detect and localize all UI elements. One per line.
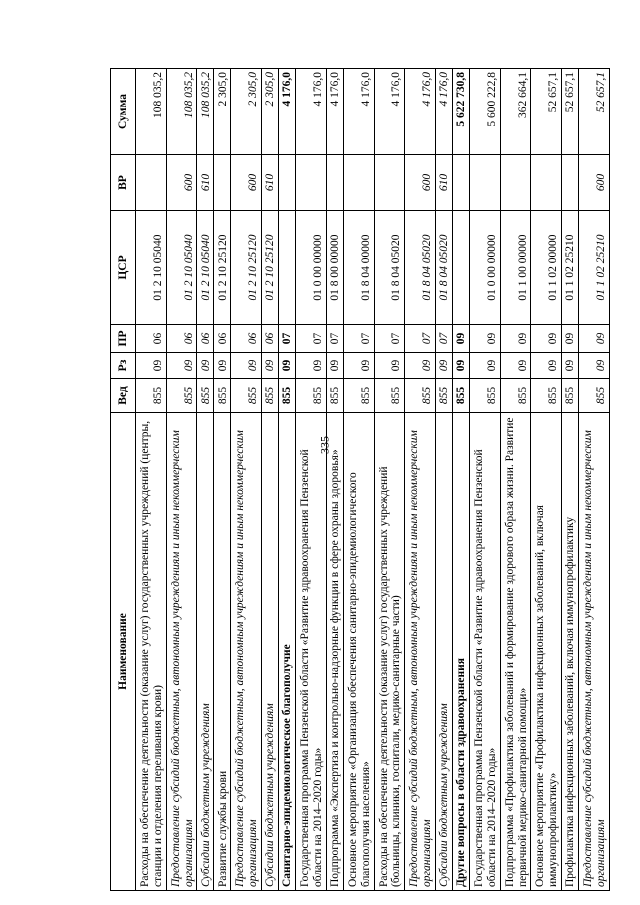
cell-ved: 855 [279,379,296,413]
cell-sum: 2 305,0 [262,69,279,155]
cell-vr: 610 [435,155,452,211]
table-row [562,69,579,891]
cell-name: Санитарно-эпидемиологическое благополучие [279,413,296,891]
cell-vr [500,155,531,211]
cell-sum: 108 035,2 [136,69,167,155]
cell-name: Расходы на обеспечение деятельности (оказание услуг) государственных учреждений (центры, станции и отделения переливания крови) [136,413,167,891]
cell-sum: 5 622 730,8 [452,69,469,155]
cell-ved: 855 [562,379,579,413]
budget-table [110,68,610,891]
cell-ved: 855 [166,379,197,413]
cell-sum: 4 176,0 [279,69,296,155]
table-row [279,69,296,891]
table-row [231,69,262,891]
cell-csr: 01 2 10 25120 [231,211,262,325]
table-body [136,69,610,891]
cell-name: Предоставление субсидий бюджетным, автономным учреждениям и иным некоммерческим организациям [579,413,610,891]
table-row [136,69,167,891]
cell-pr: 07 [405,325,436,353]
cell-csr: 01 2 10 05040 [197,211,214,325]
cell-rz: 09 [452,353,469,379]
cell-name: Основное мероприятие «Организация обеспечения санитарно-эпидемиологического благополучия населения» [343,413,374,891]
cell-pr: 09 [452,325,469,353]
table-row [166,69,197,891]
cell-name: Подпрограмма «Экспертиза и контрольно-надзорные функции в сфере охраны здоровья» [326,413,343,891]
cell-csr: 01 8 04 05020 [405,211,436,325]
page-number: 335 [317,436,332,454]
cell-csr: 01 2 10 05040 [166,211,197,325]
cell-sum: 4 176,0 [435,69,452,155]
cell-vr [531,155,562,211]
cell-ved: 855 [435,379,452,413]
cell-csr: 01 1 00 00000 [500,211,531,325]
cell-name: Подпрограмма «Профилактика заболеваний и формирование здорового образа жизни. Развитие первичной медико-санитарной помощи» [500,413,531,891]
cell-vr: 610 [262,155,279,211]
table-row [405,69,436,891]
cell-ved: 855 [500,379,531,413]
cell-csr: 01 8 04 05020 [374,211,405,325]
cell-ved: 855 [262,379,279,413]
cell-ved: 855 [405,379,436,413]
cell-rz: 09 [326,353,343,379]
cell-sum: 5 600 222,8 [469,69,500,155]
cell-rz: 09 [136,353,167,379]
cell-pr: 06 [231,325,262,353]
table-row [579,69,610,891]
cell-csr [279,211,296,325]
header-name: Наименование [111,413,136,891]
cell-ved: 855 [296,379,327,413]
cell-ved: 855 [136,379,167,413]
cell-sum: 4 176,0 [405,69,436,155]
cell-rz: 09 [531,353,562,379]
cell-csr: 01 0 00 00000 [469,211,500,325]
table-row [531,69,562,891]
cell-csr: 01 2 10 25120 [214,211,231,325]
cell-vr: 600 [166,155,197,211]
table-row [343,69,374,891]
header-pr: ПР [111,325,136,353]
cell-sum: 108 035,2 [166,69,197,155]
cell-ved: 855 [326,379,343,413]
cell-name: Профилактика инфекционных заболеваний, включая иммунопрофилактику [562,413,579,891]
cell-rz: 09 [343,353,374,379]
cell-ved: 855 [469,379,500,413]
cell-ved: 855 [579,379,610,413]
table-row [296,69,327,891]
cell-sum: 2 305,0 [214,69,231,155]
cell-vr [326,155,343,211]
cell-vr: 600 [579,155,610,211]
table-row [500,69,531,891]
cell-rz: 09 [166,353,197,379]
cell-pr: 09 [579,325,610,353]
cell-sum: 4 176,0 [374,69,405,155]
cell-vr: 600 [405,155,436,211]
cell-name: Предоставление субсидий бюджетным, автономным учреждениям и иным некоммерческим организациям [166,413,197,891]
cell-pr: 09 [500,325,531,353]
cell-pr: 06 [197,325,214,353]
cell-csr: 01 8 04 00000 [343,211,374,325]
cell-name: Расходы на обеспечение деятельности (оказание услуг) государственных учреждений (больницы, клиники, госпитали, медико-санитарные части) [374,413,405,891]
cell-rz: 09 [214,353,231,379]
cell-pr: 09 [531,325,562,353]
cell-vr [562,155,579,211]
cell-csr: 01 8 04 05020 [435,211,452,325]
cell-rz: 09 [405,353,436,379]
cell-csr: 01 2 10 05040 [136,211,167,325]
cell-vr [279,155,296,211]
cell-pr: 06 [262,325,279,353]
cell-pr: 09 [562,325,579,353]
table-row [435,69,452,891]
table-row [262,69,279,891]
cell-rz: 09 [231,353,262,379]
cell-pr: 07 [296,325,327,353]
cell-csr: 01 1 02 25210 [562,211,579,325]
table-row [374,69,405,891]
cell-sum: 52 657,1 [579,69,610,155]
header-rz: Рз [111,353,136,379]
header-vr: ВР [111,155,136,211]
cell-pr: 07 [343,325,374,353]
cell-sum: 4 176,0 [343,69,374,155]
cell-sum: 362 664,1 [500,69,531,155]
cell-csr: 01 0 00 00000 [296,211,327,325]
cell-rz: 09 [262,353,279,379]
cell-ved: 855 [452,379,469,413]
cell-name: Другие вопросы в области здравоохранения [452,413,469,891]
cell-vr [469,155,500,211]
header-csr: ЦСР [111,211,136,325]
cell-sum: 2 305,0 [231,69,262,155]
cell-vr: 600 [231,155,262,211]
cell-name: Государственная программа Пензенской области «Развитие здравоохранения Пензенской области на 2014–2020 годы» [296,413,327,891]
cell-name: Развитие службы крови [214,413,231,891]
cell-sum: 4 176,0 [326,69,343,155]
cell-name: Основное мероприятие «Профилактика инфекционных заболеваний, включая иммунопрофилактику» [531,413,562,891]
table-row [197,69,214,891]
header-sum: Сумма [111,69,136,155]
budget-table-wrapper [110,69,610,891]
cell-rz: 09 [374,353,405,379]
cell-rz: 09 [500,353,531,379]
cell-name: Предоставление субсидий бюджетным, автономным учреждениям и иным некоммерческим организациям [231,413,262,891]
cell-name: Субсидии бюджетным учреждениям [262,413,279,891]
cell-ved: 855 [197,379,214,413]
cell-ved: 855 [214,379,231,413]
table-header-row [111,69,136,891]
cell-rz: 09 [435,353,452,379]
cell-pr: 06 [136,325,167,353]
cell-vr [374,155,405,211]
cell-ved: 855 [531,379,562,413]
cell-sum: 108 035,2 [197,69,214,155]
cell-vr [136,155,167,211]
table-row [469,69,500,891]
cell-vr [296,155,327,211]
cell-ved: 855 [231,379,262,413]
cell-vr: 610 [197,155,214,211]
cell-ved: 855 [374,379,405,413]
cell-rz: 09 [469,353,500,379]
cell-name: Субсидии бюджетным учреждениям [435,413,452,891]
cell-pr: 06 [214,325,231,353]
cell-csr: 01 8 00 00000 [326,211,343,325]
cell-rz: 09 [197,353,214,379]
cell-csr: 01 1 02 00000 [531,211,562,325]
cell-pr: 06 [166,325,197,353]
cell-csr: 01 2 10 25120 [262,211,279,325]
cell-name: Субсидии бюджетным учреждениям [197,413,214,891]
cell-name: Государственная программа Пензенской области «Развитие здравоохранения Пензенской области на 2014–2020 годы» [469,413,500,891]
cell-rz: 09 [279,353,296,379]
cell-sum: 52 657,1 [531,69,562,155]
table-row [452,69,469,891]
cell-sum: 52 657,1 [562,69,579,155]
header-ved: Вед [111,379,136,413]
table-row [214,69,231,891]
cell-pr: 07 [435,325,452,353]
cell-rz: 09 [562,353,579,379]
cell-pr: 07 [326,325,343,353]
table-row [326,69,343,891]
cell-ved: 855 [343,379,374,413]
cell-csr [452,211,469,325]
cell-vr [214,155,231,211]
cell-pr: 09 [469,325,500,353]
cell-name: Предоставление субсидий бюджетным, автономным учреждениям и иным некоммерческим организациям [405,413,436,891]
cell-csr: 01 1 02 25210 [579,211,610,325]
cell-vr [343,155,374,211]
cell-vr [452,155,469,211]
cell-pr: 07 [374,325,405,353]
cell-sum: 4 176,0 [296,69,327,155]
cell-rz: 09 [296,353,327,379]
cell-rz: 09 [579,353,610,379]
cell-pr: 07 [279,325,296,353]
